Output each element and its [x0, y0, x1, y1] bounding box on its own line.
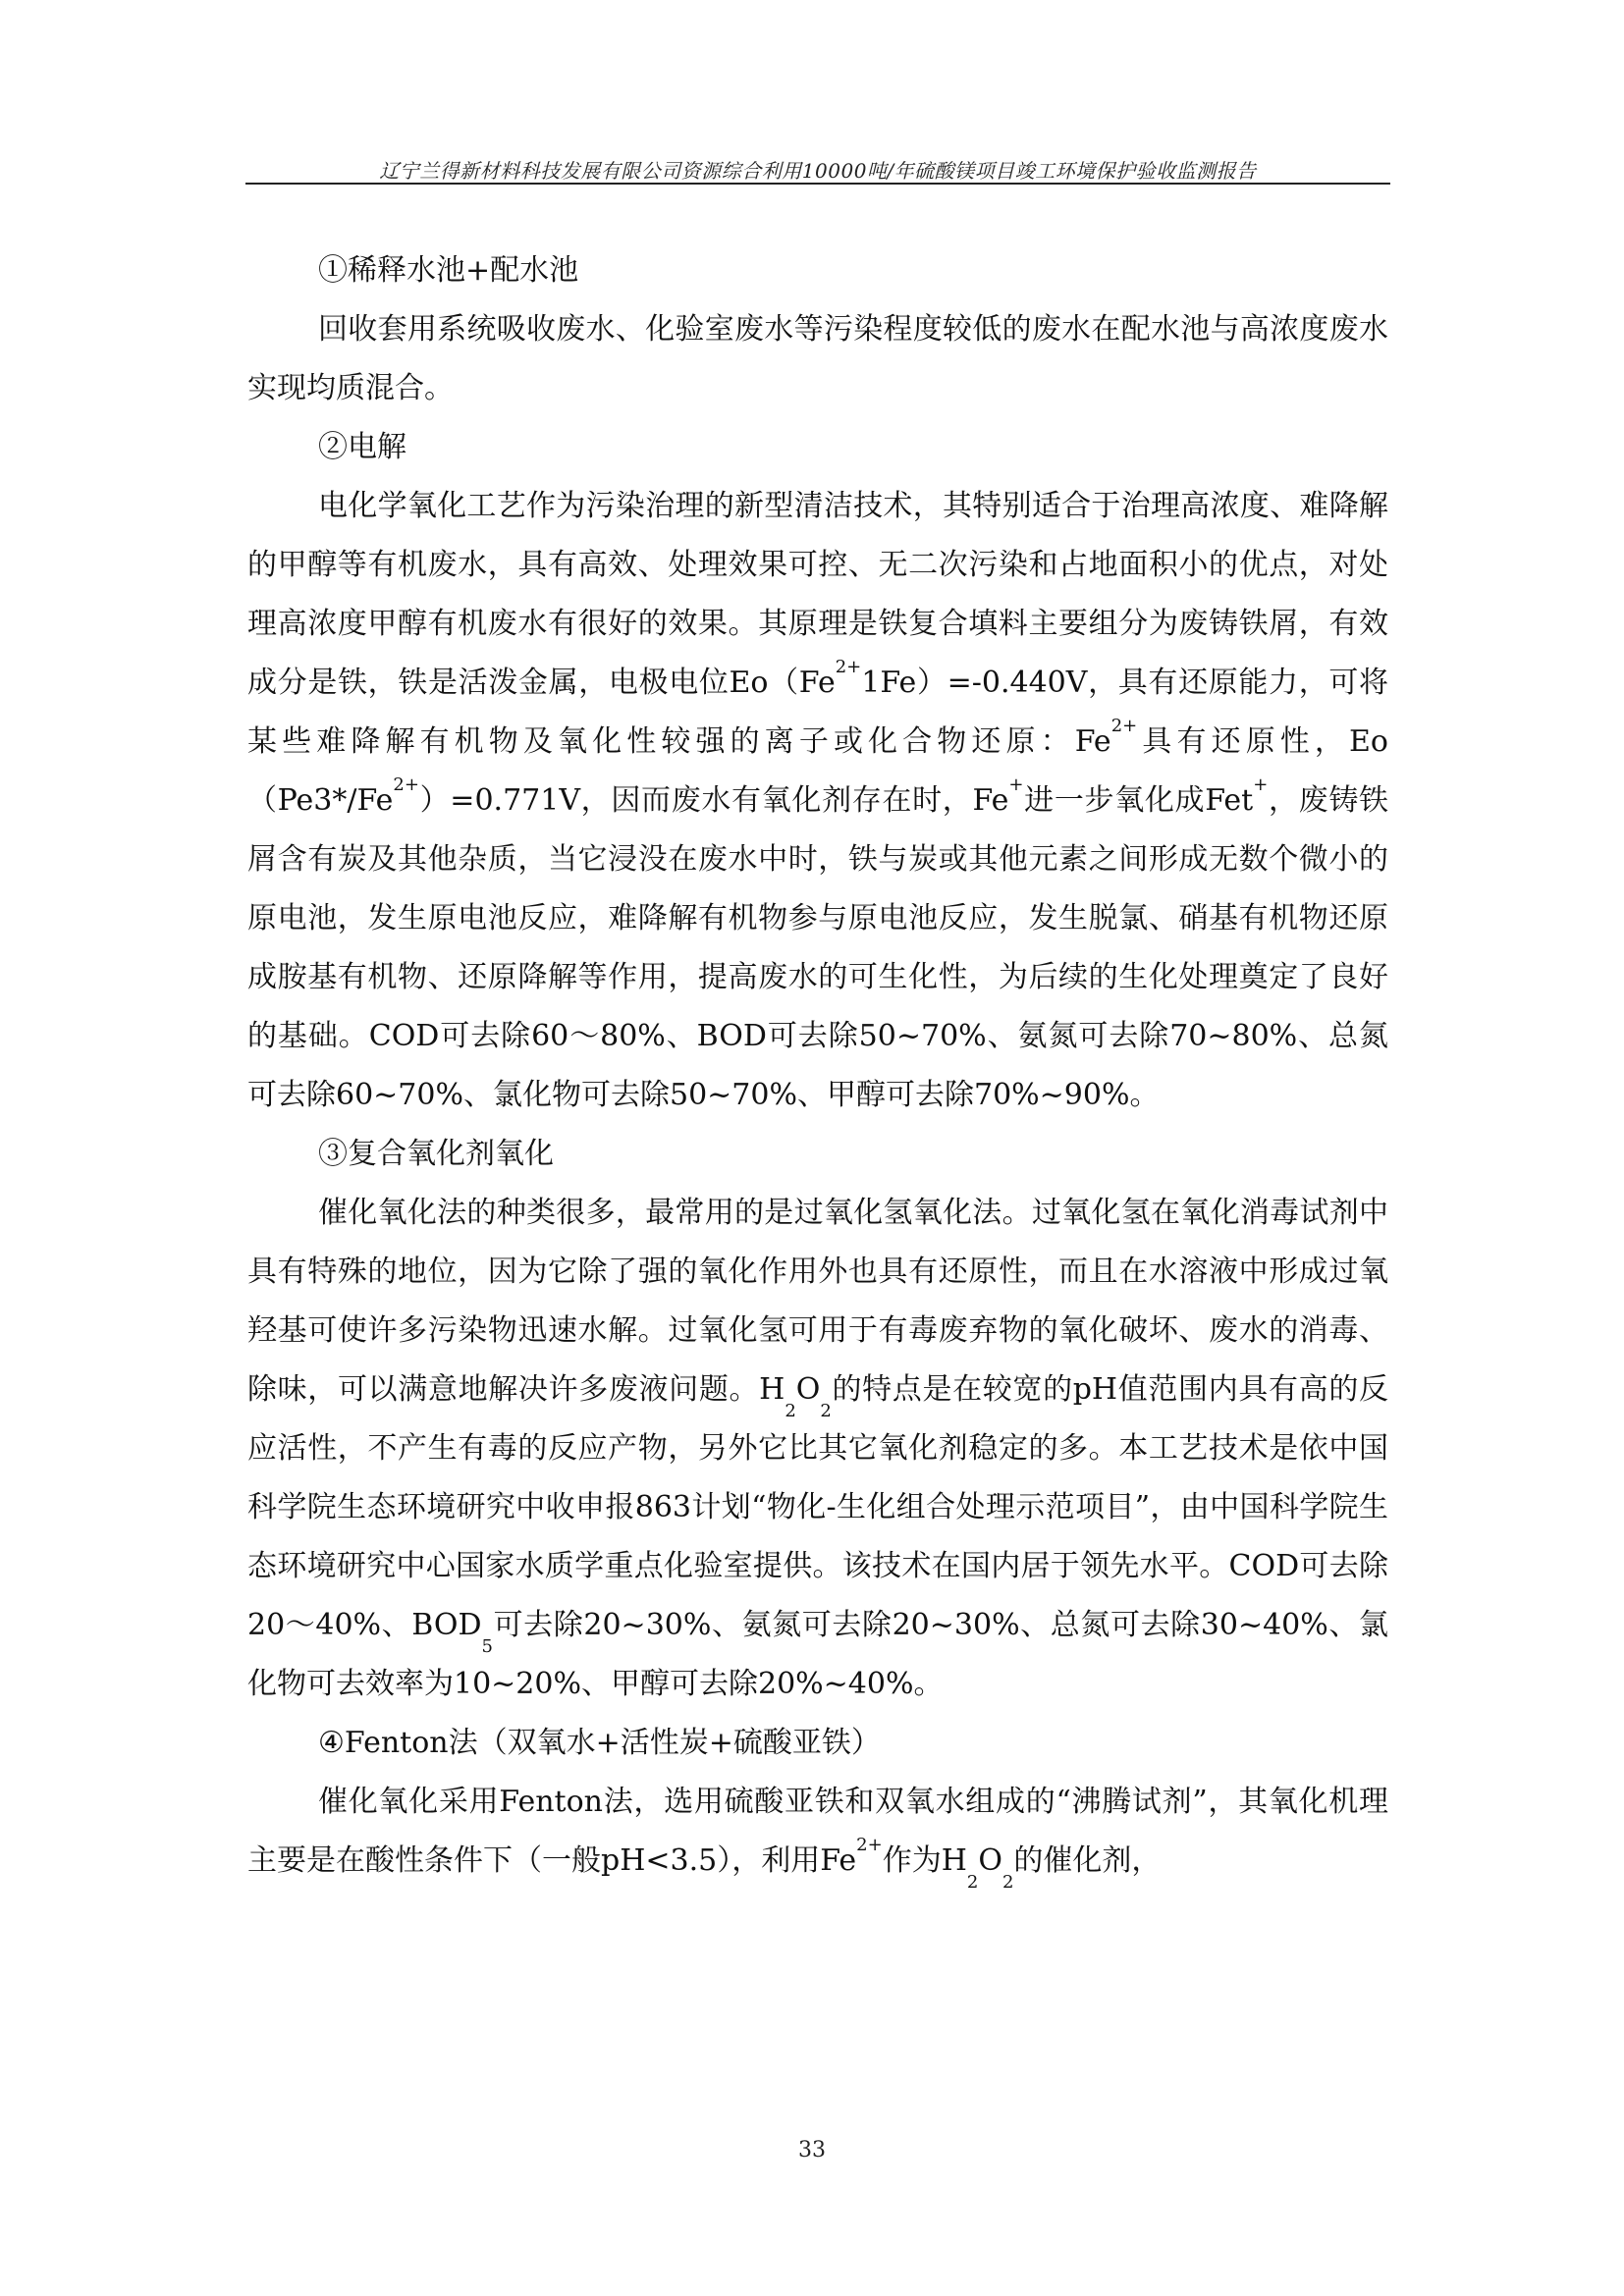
page-number: 33: [798, 2138, 826, 2163]
header-divider: [245, 183, 1390, 185]
paragraph-dilution-pool: 回收套用系统吸收废水、化验室废水等污染程度较低的废水在配水池与高浓度废水实现均质混合。: [247, 312, 1388, 405]
paragraph-composite-oxidation: 催化氧化法的种类很多，最常用的是过氧化氢氧化法。过氧化氢在氧化消毒试剂中具有特殊的地位，因为它除了强的氧化作用外也具有还原性，而且在水溶液中形成过氧羟基可使许多污染物迅速水解。过氧化氢可用于有毒废弃物的氧化破坏、废水的消毒、除味，可以满意地解决许多废液问题。$H_2O_2$的特点是在较宽的pH值范围内具有高的反应活性，不产生有毒的反应产物，另外它比其它氧化剂稳定的多。本工艺技术是依中国科学院生态环境研究中收申报863计划“物化-生化组合处理示范项目”，由中国科学院生态环境研究中心国家水质学重点化验室提供。该技术在国内居于领先水平。COD可去除20～40%、$BOD_5$可去除20~30%、氨氮可去除20~30%、总氮可去除30~40%、氯化物可去效率为10~20%、甲醇可去除20%~40%。: [247, 1196, 1388, 1701]
document-body: [247, 241, 1388, 1891]
section-heading-dilution-pool: ①稀释水池+配水池: [318, 253, 579, 288]
paragraph-fenton: 催化氧化采用Fenton法，选用硫酸亚铁和双氧水组成的“沸腾试剂”，其氧化机理主要是在酸性条件下（一般pH<3.5），利用$Fe^{2+}$作为$H_2O_2$的催化剂，: [247, 1785, 1388, 1893]
section-heading-composite-oxidation: ③复合氧化剂氧化: [318, 1137, 554, 1171]
report-header: 辽宁兰得新材料科技发展有限公司资源综合利用10000吨/年硫酸镁项目竣工环境保护验收监测报告: [379, 159, 1257, 183]
section-heading-fenton: ④Fenton法（双氧水+活性炭+硫酸亚铁）: [318, 1726, 881, 1760]
section-heading-electrolysis: ②电解: [318, 430, 406, 464]
paragraph-electrolysis: 电化学氧化工艺作为污染治理的新型清洁技术，其特别适合于治理高浓度、难降解的甲醇等有机废水，具有高效、处理效果可控、无二次污染和占地面积小的优点，对处理高浓度甲醇有机废水有很好的效果。其原理是铁复合填料主要组分为废铸铁屑，有效成分是铁，铁是活泼金属，电极电位$Eo(Fe^{2+}1Fe)=-0.440V$，具有还原能力，可将某些难降解有机物及氧化性较强的离子或化合物还原：$Fe^{2+}$具有还原性，$Eo(Pe3*/Fe^{2+})=0.771V$，因而废水有氧化剂存在时，Fe+进一步氧化成Fet+，废铸铁屑含有炭及其他杂质，当它浸没在废水中时，铁与炭或其他元素之间形成无数个微小的原电池，发生原电池反应，难降解有机物参与原电池反应，发生脱氯、硝基有机物还原成胺基有机物、还原降解等作用，提高废水的可生化性，为后续的生化处理奠定了良好的基础。COD可去除60～80%、BOD可去除50~70%、氨氮可去除70~80%、总氮可去除60~70%、氯化物可去除50~70%、甲醇可去除70%~90%。: [247, 489, 1389, 1112]
